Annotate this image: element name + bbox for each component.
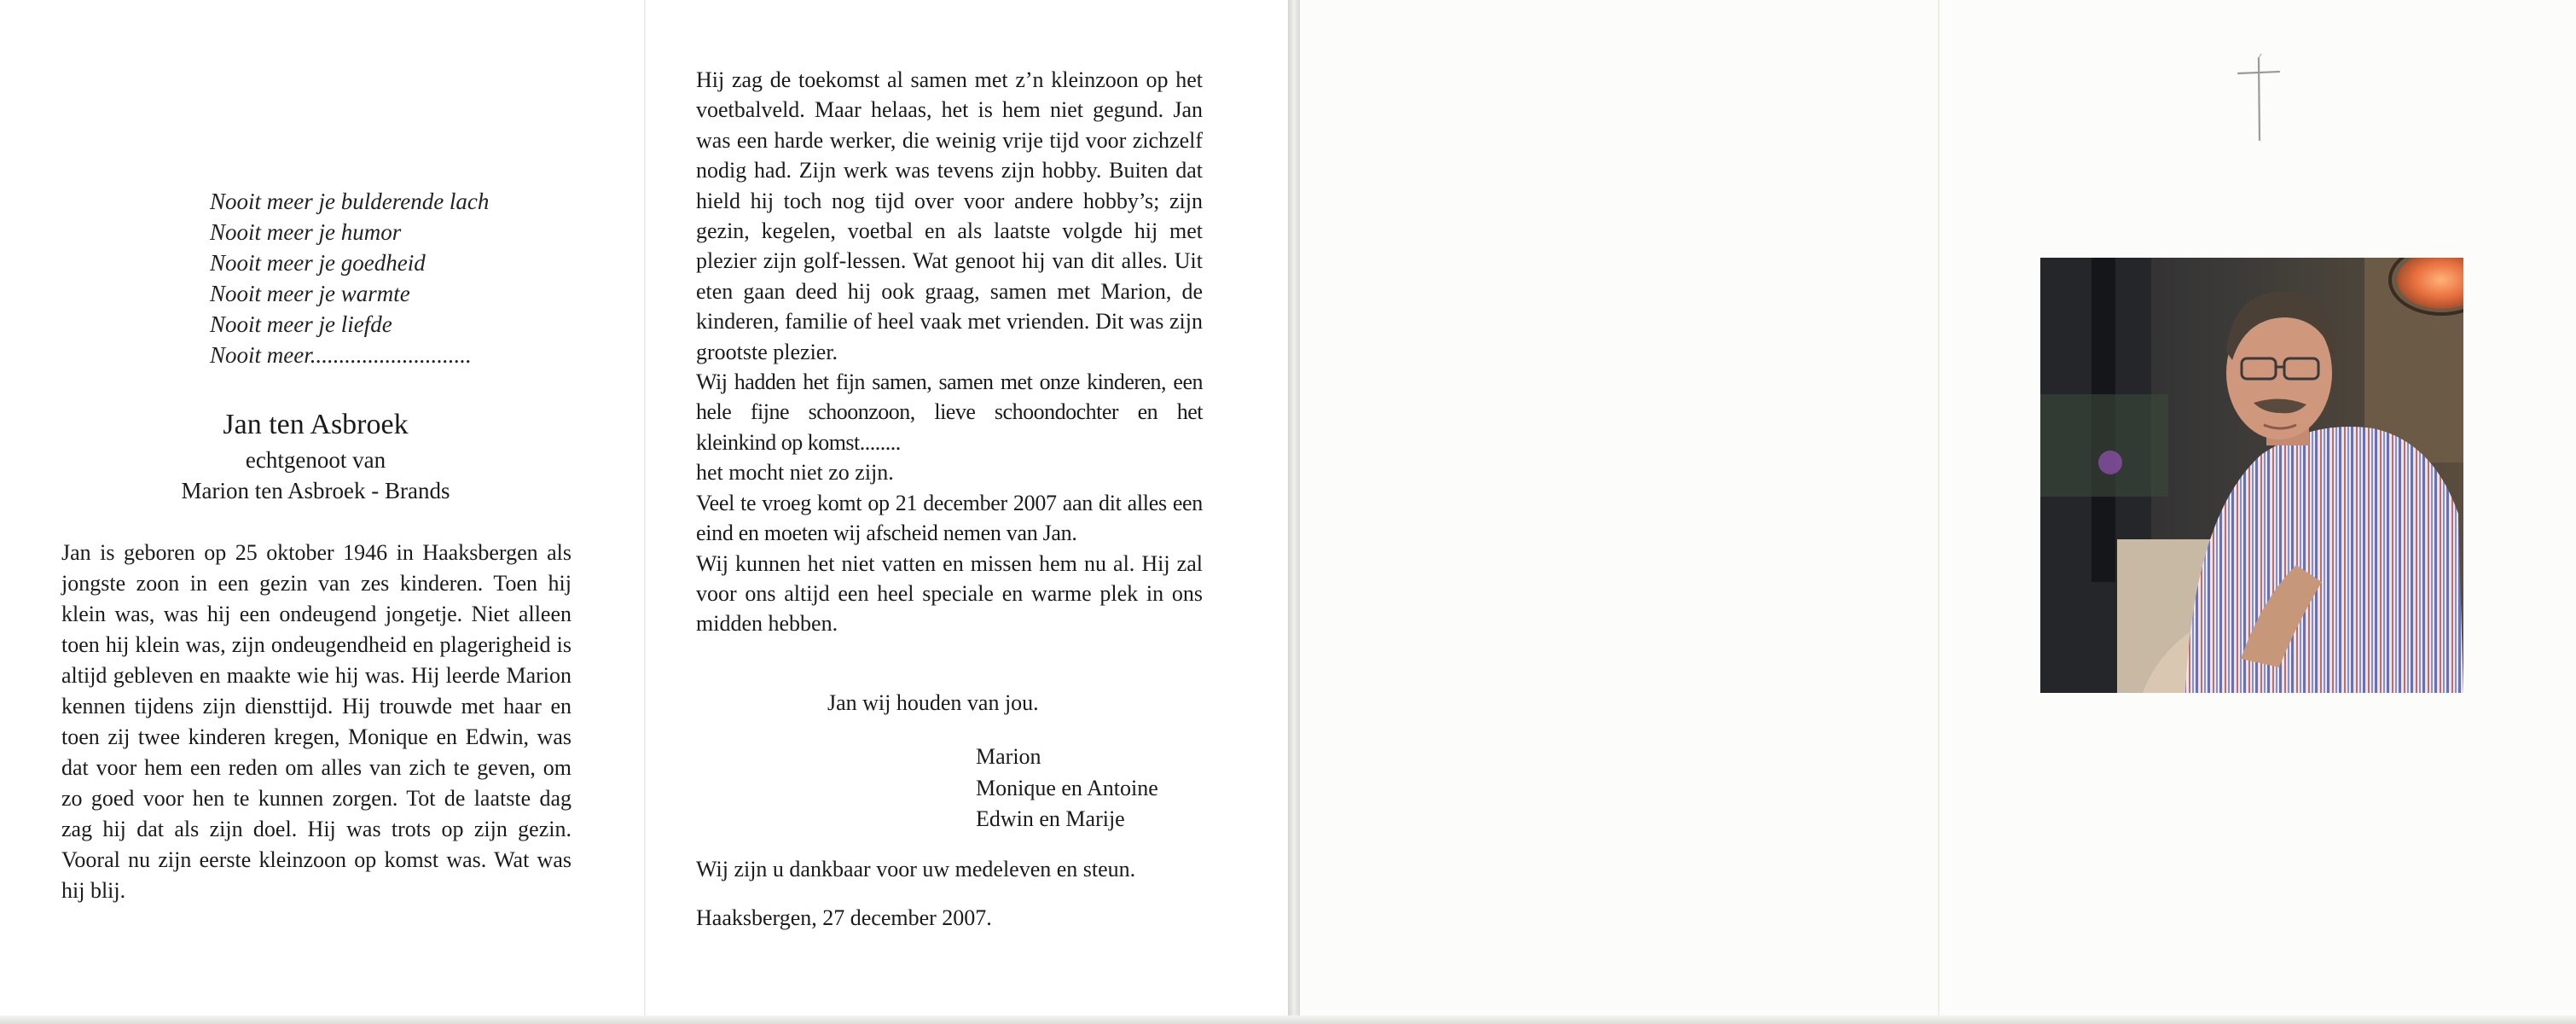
thanks-line: Wij zijn u dankbaar voor uw medeleven en steun.	[696, 857, 1136, 881]
signatory: Edwin en Marije	[976, 806, 1125, 831]
poem-line: Nooit meer je warmte	[210, 281, 410, 306]
poem-line: Nooit meer je goedheid	[210, 250, 426, 276]
poem-line: Nooit meer je humor	[210, 219, 402, 245]
portrait-image	[2040, 258, 2463, 693]
continuation-paragraph: Hij zag de toekomst al samen met z’n kleinzoon op het voetbalveld. Maar helaas, het is hem niet gegund. Jan was een harde werker, die weinig vrije tijd voor zichzelf nodig had. Zijn werk was tevens zijn hobby. Buiten dat hield hij toch nog tijd over voor andere hobby’s; zijn gezin, kegelen, voetbal en als laatste volgde hij met plezier zijn golf-lessen. Wat genoot hij van dit alles. Uit eten gaan deed hij ook graag, samen met Marion, de kinderen, familie of heel vaak met vrienden. Dit was zijn grootste plezier.	[696, 67, 1203, 364]
continuation-paragraph: Veel te vroeg komt op 21 december 2007 aan dit alles een eind en moeten wij afscheid nemen van Jan.	[696, 490, 1203, 546]
card-bottom-edge	[0, 1015, 2576, 1024]
biography-text: Jan is geboren op 25 oktober 1946 in Haaksbergen als jongste zoon in een gezin van zes kinderen. Toen hij klein was, was hij een ondeugend jongetje. Niet alleen toen hij klein was, zijn ondeugendheid en plagerigheid is altijd gebleven en maakte wie hij was. Hij leerde Marion kennen tijdens zijn diensttijd. Hij trouwde met haar en toen zij twee kinderen kregen, Monique en Edwin, was dat voor hem een reden om alles van zich te geven, om zo goed voor hen te kunnen zorgen. Tot de laatste dag zag hij dat als zijn doel. Hij was trots op zijn gezin. Vooral nu zijn eerste kleinzoon op komst was. Wat was hij blij.	[61, 540, 571, 903]
poem-line: Nooit meer je bulderende lach	[210, 189, 490, 214]
sheet-gap	[1288, 0, 1300, 1024]
continuation-line: het mocht niet zo zijn.	[696, 460, 894, 486]
spouse-name: Marion ten Asbroek - Brands	[181, 478, 450, 503]
memorial-poem	[210, 186, 489, 370]
continuation-text	[696, 65, 1203, 639]
deceased-relation: echtgenoot van	[245, 447, 386, 473]
fold-line-right	[1938, 0, 1940, 1024]
place-date: Haaksbergen, 27 december 2007.	[696, 905, 992, 930]
continuation-paragraph: Wij kunnen het niet vatten en missen hem nu al. Hij zal voor ons altijd een heel speciale en warme plek in ons midden hebben.	[696, 550, 1203, 637]
poem-line: Nooit meer je liefde	[210, 311, 392, 337]
poem-line: Nooit meer............................	[210, 342, 472, 368]
continuation-paragraph: Wij hadden het fijn samen, samen met onze kinderen, een hele fijne schoonzoon, lieve schoondochter en het kleinkind op komst........	[696, 369, 1203, 455]
signatory: Marion	[976, 744, 1041, 769]
portrait-photo	[2040, 258, 2463, 693]
deceased-name-block	[60, 405, 571, 506]
love-line: Jan wij houden van jou.	[827, 690, 1039, 715]
signatory: Monique en Antoine	[976, 775, 1158, 800]
deceased-name: Jan ten Asbroek	[223, 409, 409, 440]
signatories	[976, 742, 1158, 835]
fold-line-left	[644, 0, 646, 1024]
cross-icon	[2233, 51, 2284, 145]
